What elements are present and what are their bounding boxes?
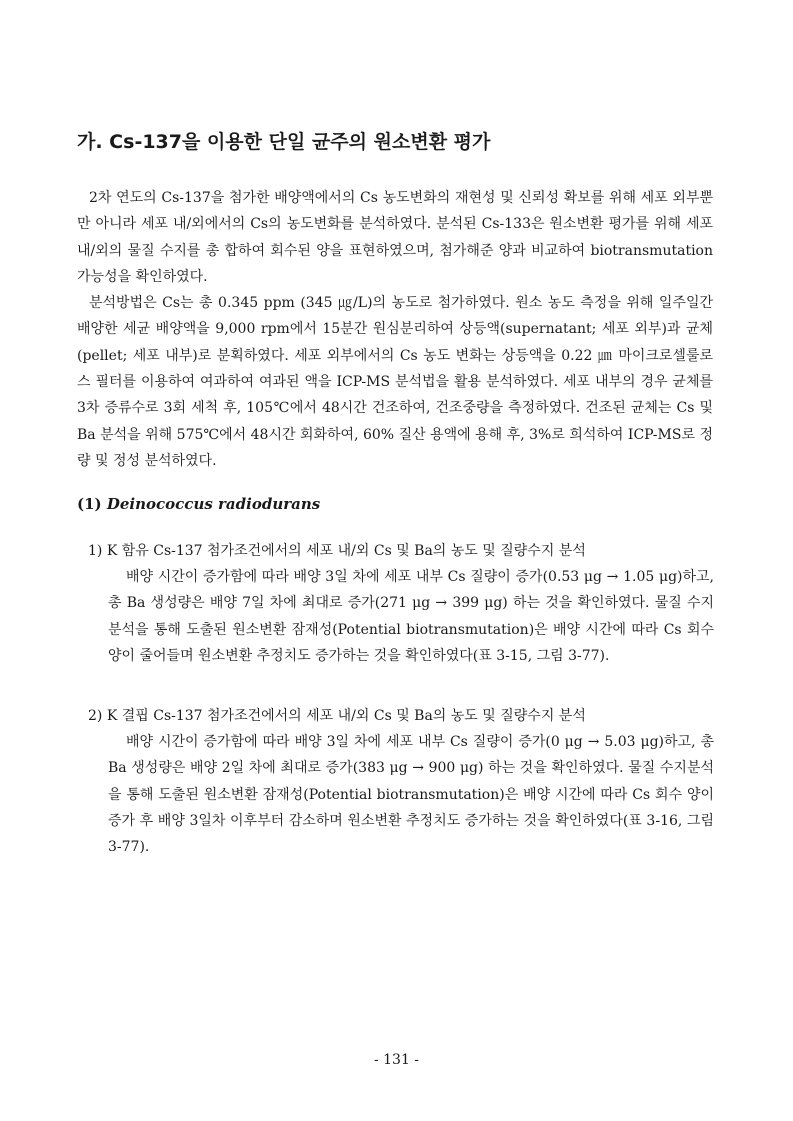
page-number: - 131 - [373,1052,420,1068]
analysis-item-1 [88,538,714,669]
analysis-item-1-title: 1) K 함유 Cs-137 첨가조건에서의 세포 내/외 Cs 및 Ba의 농도 및 질량수지 분석 [88,543,586,559]
intro-paragraph-2: 분석방법은 Cs는 총 0.345 ppm (345 ㎍/L)의 농도로 첨가하였다. 원소 농도 측정을 위해 일주일간 배양한 세균 배양액을 9,000 rpm에서 15분간 원심분리하여 상등액(supernatant; 세포 외부)과 균체(pellet; 세포 내부)로 분획하였다. 세포 외부에서의 Cs 농도 변화는 상등액을 0.22 ㎛ 마이크로셀룰로스 필터를 이용하여 여과하여 여과된 액을 ICP-MS 분석법을 활용 분석하였다. 세포 내부의 경우 균체를 3차 증류수로 3회 세척 후, 105℃에서 48시간 건조하여, 건조중량을 측정하였다. 건조된 균체는 Cs 및 Ba 분석을 위해 575℃에서 48시간 회화하여, 60% 질산 용액에 용해 후, 3%로 희석하여 ICP-MS로 정량 및 정성 분석하였다. [77,295,713,469]
subsection-heading [77,492,717,516]
analysis-item-1-body: 배양 시간이 증가함에 따라 배양 3일 차에 세포 내부 Cs 질량이 증가(0.53 μg → 1.05 μg)하고, 총 Ba 생성량은 배양 7일 차에 최대로 증가(271 μg → 399 μg) 하는 것을 확인하였다. 물질 수지분석을 통해 도출된 원소변환 잠재성(Potential biotransmutation)은 배양 시간에 따라 Cs 회수 양이 줄어들며 원소변환 추정치도 증가하는 것을 확인하였다(표 3-15, 그림 3-77). [108,569,714,664]
analysis-item-2-body: 배양 시간이 증가함에 따라 배양 3일 차에 세포 내부 Cs 질량이 증가(0 μg → 5.03 μg)하고, 총 Ba 생성량은 배양 2일 차에 최대로 증가(383 μg → 900 μg) 하는 것을 확인하였다. 물질 수지분석을 통해 도출된 원소변환 잠재성(Potential biotransmutation)은 배양 시간에 따라 Cs 회수 양이 증가 후 배양 3일차 이후부터 감소하며 원소변환 추정치도 증가하는 것을 확인하였다(표 3-16, 그림3-77). [108,734,714,856]
intro-paragraph-1: 2차 연도의 Cs-137을 첨가한 배양액에서의 Cs 농도변화의 재현성 및 신뢰성 확보를 위해 세포 외부뿐만 아니라 세포 내/외에서의 Cs의 농도변화를 분석하였다. 분석된 Cs-133은 원소변환 평가를 위해 세포 내/외의 물질 수지를 총 합하여 회수된 양을 표현하였으며, 첨가해준 양과 비교하여 biotransmutation 가능성을 확인하였다. [77,190,713,285]
section-heading: 가. Cs-137을 이용한 단일 균주의 원소변환 평가 [77,131,491,153]
analysis-item-2-title: 2) K 결핍 Cs-137 첨가조건에서의 세포 내/외 Cs 및 Ba의 농도 및 질량수지 분석 [88,708,586,724]
intro-text [77,185,713,474]
analysis-item-2 [88,703,714,860]
subsection-number: (1) [77,495,102,513]
subsection-species: Deinococcus radiodurans [106,495,321,513]
